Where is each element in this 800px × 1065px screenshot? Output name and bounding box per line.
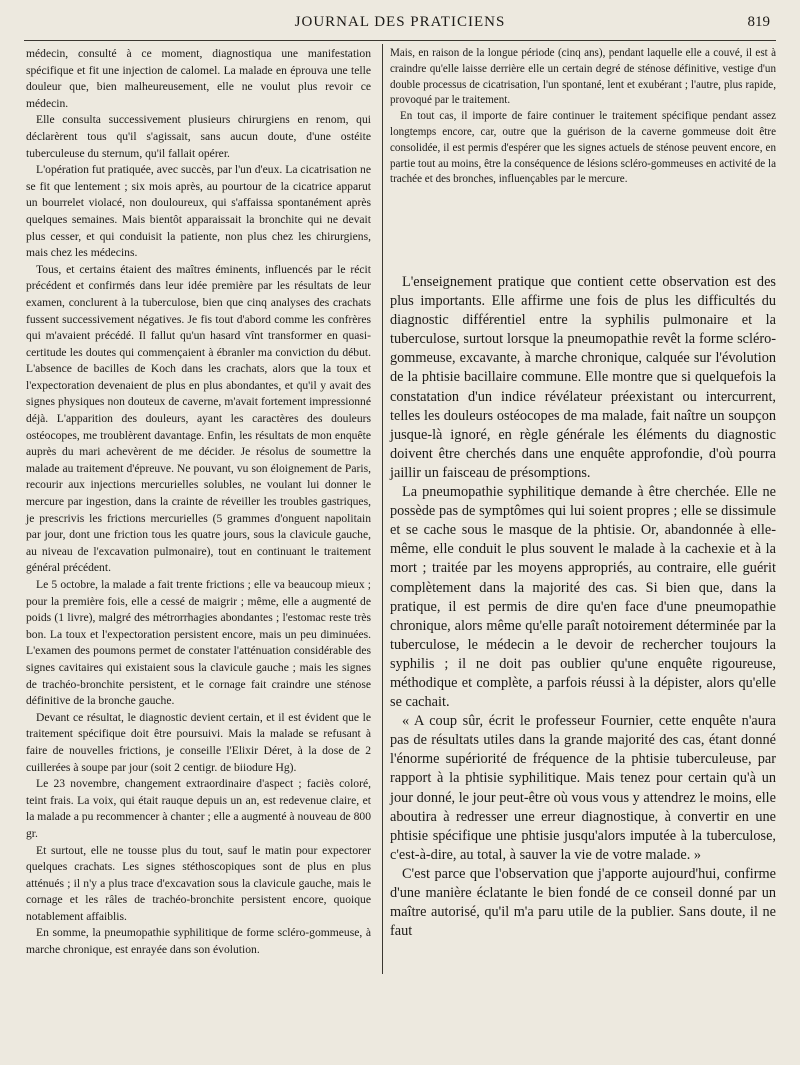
left-paragraph-9: En somme, la pneumopathie syphilitique de forme scléro-gommeuse, à marche chronique, est enrayée dans son évolution. xyxy=(26,926,371,957)
column-divider xyxy=(382,44,383,974)
right-column-small-text xyxy=(390,46,776,188)
journal-title: JOURNAL DES PRATICIENS xyxy=(294,14,506,30)
right-small-paragraph-2: En tout cas, il importe de faire continuer le traitement spécifique pendant assez longtemps encore, car, outre que la guérison de la caverne gommeuse doit être consolidée, il est permis d'espérer que les signes actuels de sténose peuvent encore, en partie tout au moins, être la conséquence de lésions scléro-gommeuses en activité de la trachée et des bronches, influençables par le mercure. xyxy=(390,110,776,186)
left-paragraph-2: Elle consulta successivement plusieurs chirurgiens en renom, qui déclarèrent tous qu'il s'agissait, sans aucun doute, d'une ostéite tuberculeuse du sternum, qu'il fallait opérer. xyxy=(26,113,371,160)
left-paragraph-4: Tous, et certains étaient des maîtres éminents, influencés par le récit précédent et confirmés dans leur idée première par les résultats de leur examen, conclurent à la tuberculose, bien que cinq analyses des crachats fussent successivement négatives. Je fis tout d'abord comme les confrères qui m'avaient précédé. Il fallut qu'un hasard vînt transformer en quasi-certitude les doutes qui commençaient à ébranler ma conviction du début. L'absence de bacilles de Koch dans les crachats, alors que la toux et l'expectoration devenaient de plus en plus abondantes, et qu'il y avait des signes physiques non douteux de caverne, m'avait fortement impressionné déjà. L'apparition des douleurs, ayant les caractères des douleurs ostéocopes, me troublèrent davantage. Enfin, les résultats de mon enquête auprès du mari achevèrent de me décider. Je résolus de soumettre la malade au traitement d'épreuve. Ne pouvant, vu son éloignement de Paris, recourir aux injections mercurielles solubles, ne voulant lui donner le mercure par ingestion, dans la crainte de réveiller les troubles gastriques, je prescrivis les frictions mercurielles (5 grammes d'onguent napolitain par jour, dont une friction tous les quatre jours, sous la clavicule gauche, au niveau de l'excavation pulmonaire), tout en continuant le traitement général précédent. xyxy=(26,262,371,575)
right-large-paragraph-1: L'enseignement pratique que contient cette observation est des plus importants. Elle affirme une fois de plus les difficultés du diagnostic différentiel entre la syphilis pulmonaire et la tuberculose, surtout lorsque la pneumopathie revêt la forme scléro-gommeuse, excavante, à marche chronique, calquée sur l'évolution de la phtisie bacillaire commune. Elle montre que si quelquefois la constatation d'un indice révélateur préexistant ou intercurrent, telles les douleurs ostéocopes de ma malade, fait naître un soupçon jusque-là ignoré, en règle générale les éléments du diagnostic doivent être cherchés dans une enquête approfondie, d'où pourra jaillir un faisceau de présomptions. xyxy=(390,274,776,481)
left-paragraph-1: médecin, consulté à ce moment, diagnostiqua une manifestation spécifique et fit une injection de calomel. La malade en éprouva une telle douleur que, bien malheureusement, elle ne voulut plus revoir ce médecin. xyxy=(26,47,371,110)
right-large-paragraph-4: C'est parce que l'observation que j'apporte aujourd'hui, confirme d'une manière éclatante le bien fondé de ce conseil donné par un maître autorisé, qu'il m'a paru utile de la publier. Sans doute, il ne faut xyxy=(390,865,776,940)
left-paragraph-7: Le 23 novembre, changement extraordinaire d'aspect ; faciès coloré, teint frais. La voix, qui était rauque depuis un an, est redevenue claire, et la malade a pu recommencer à chanter ; elle a augmenté à nouveau de 800 gr. xyxy=(26,777,371,840)
left-paragraph-8: Et surtout, elle ne tousse plus du tout, sauf le matin pour expectorer quelques crachats. Les signes stéthoscopiques sont de plus en plus atténués ; il n'y a plus trace d'excavation sous la clavicule gauche, mais le cornage et les râles de trachéo-bronchite persistent encore, quoique notablement affaiblis. xyxy=(26,843,371,923)
right-small-paragraph-1: Mais, en raison de la longue période (cinq ans), pendant laquelle elle a couvé, il est à craindre qu'elle laisse derrière elle un certain degré de sténose définitive, vestige d'un double processus de cicatrisation, l'un spontané, lent et exubérant ; l'autre, plus rapide, provoqué par le traitement. xyxy=(390,47,776,107)
left-paragraph-3: L'opération fut pratiquée, avec succès, par l'un d'eux. La cicatrisation ne se fit que lentement ; six mois après, au pourtour de la cicatrice apparut un bourrelet violacé, non douloureux, qui s'affaissa spontanément après quelques semaines. Mais bientôt apparaissait la bronchite qui ne devait plus cesser, et qui conduisit la patiente, non plus chez les chirurgiens, mais chez les médecins. xyxy=(26,163,371,260)
left-paragraph-5: Le 5 octobre, la malade a fait trente frictions ; elle va beaucoup mieux ; pour la première fois, elle a cessé de maigrir ; même, elle a augmenté de poids (1 livre), malgré des métrorrhagies abondantes ; l'estomac reste très bon. La toux et l'expectoration persistent encore, mais un peu diminuées. L'examen des poumons permet de constater l'atténuation considérable des signes cavitaires qui existaient sous la clavicule gauche ; mais les signes de trachéo-bronchite persistent, et le cornage fait craindre une sténose définitive de la bronche gauche. xyxy=(26,578,371,708)
header-rule xyxy=(24,40,776,41)
page-number: 819 xyxy=(747,14,770,30)
right-large-paragraph-3: « A coup sûr, écrit le professeur Fournier, cette enquête n'aura pas de résultats utiles dans la grande majorité des cas, étant donné l'énorme supériorité de fréquence de la phtisie tuberculeuse, par rapport à la phtisie syphilitique. Mais tenez pour certain qu'à un jour donné, le jour peut-être où vous vous y attendrez le moins, elle aboutira à redresser une erreur diagnostique, à convertir en une phtisie spécifique une phtisie jusqu'alors imputée à la tuberculose, c'est-à-dire, au total, à sauver la vie de votre malade. » xyxy=(390,713,776,863)
page-header xyxy=(24,14,776,38)
left-column xyxy=(26,46,371,959)
left-paragraph-6: Devant ce résultat, le diagnostic devient certain, et il est évident que le traitement spécifique doit être poursuivi. Mais la malade se refusant à faire de nouvelles frictions, je conseille l'Elixir Déret, à la dose de 2 cuillerées à soupe par jour (soit 2 centigr. de biiodure Hg). xyxy=(26,710,371,774)
right-column-large-text xyxy=(390,273,776,941)
right-large-paragraph-2: La pneumopathie syphilitique demande à être cherchée. Elle ne possède pas de symptômes qui lui soient propres ; elle se dissimule et se cache sous le masque de la phtisie. Or, abandonnée à elle-même, elle conduit le plus souvent le malade à la cachexie et à la mort ; traitée par les moyens appropriés, au contraire, elle guérit complètement dans la majorité des cas. Si bien que, dans la pratique, il est permis de dire qu'en face d'une pneumopathie chronique, alors même qu'elle paraît notoirement déterminée par la tuberculose, le médecin a le devoir de rechercher toujours la syphilis ; il ne doit pas oublier qu'une enquête rigoureuse, méthodique et complète, a parfois réussi à la dépister, alors qu'elle se cachait. xyxy=(390,484,776,711)
